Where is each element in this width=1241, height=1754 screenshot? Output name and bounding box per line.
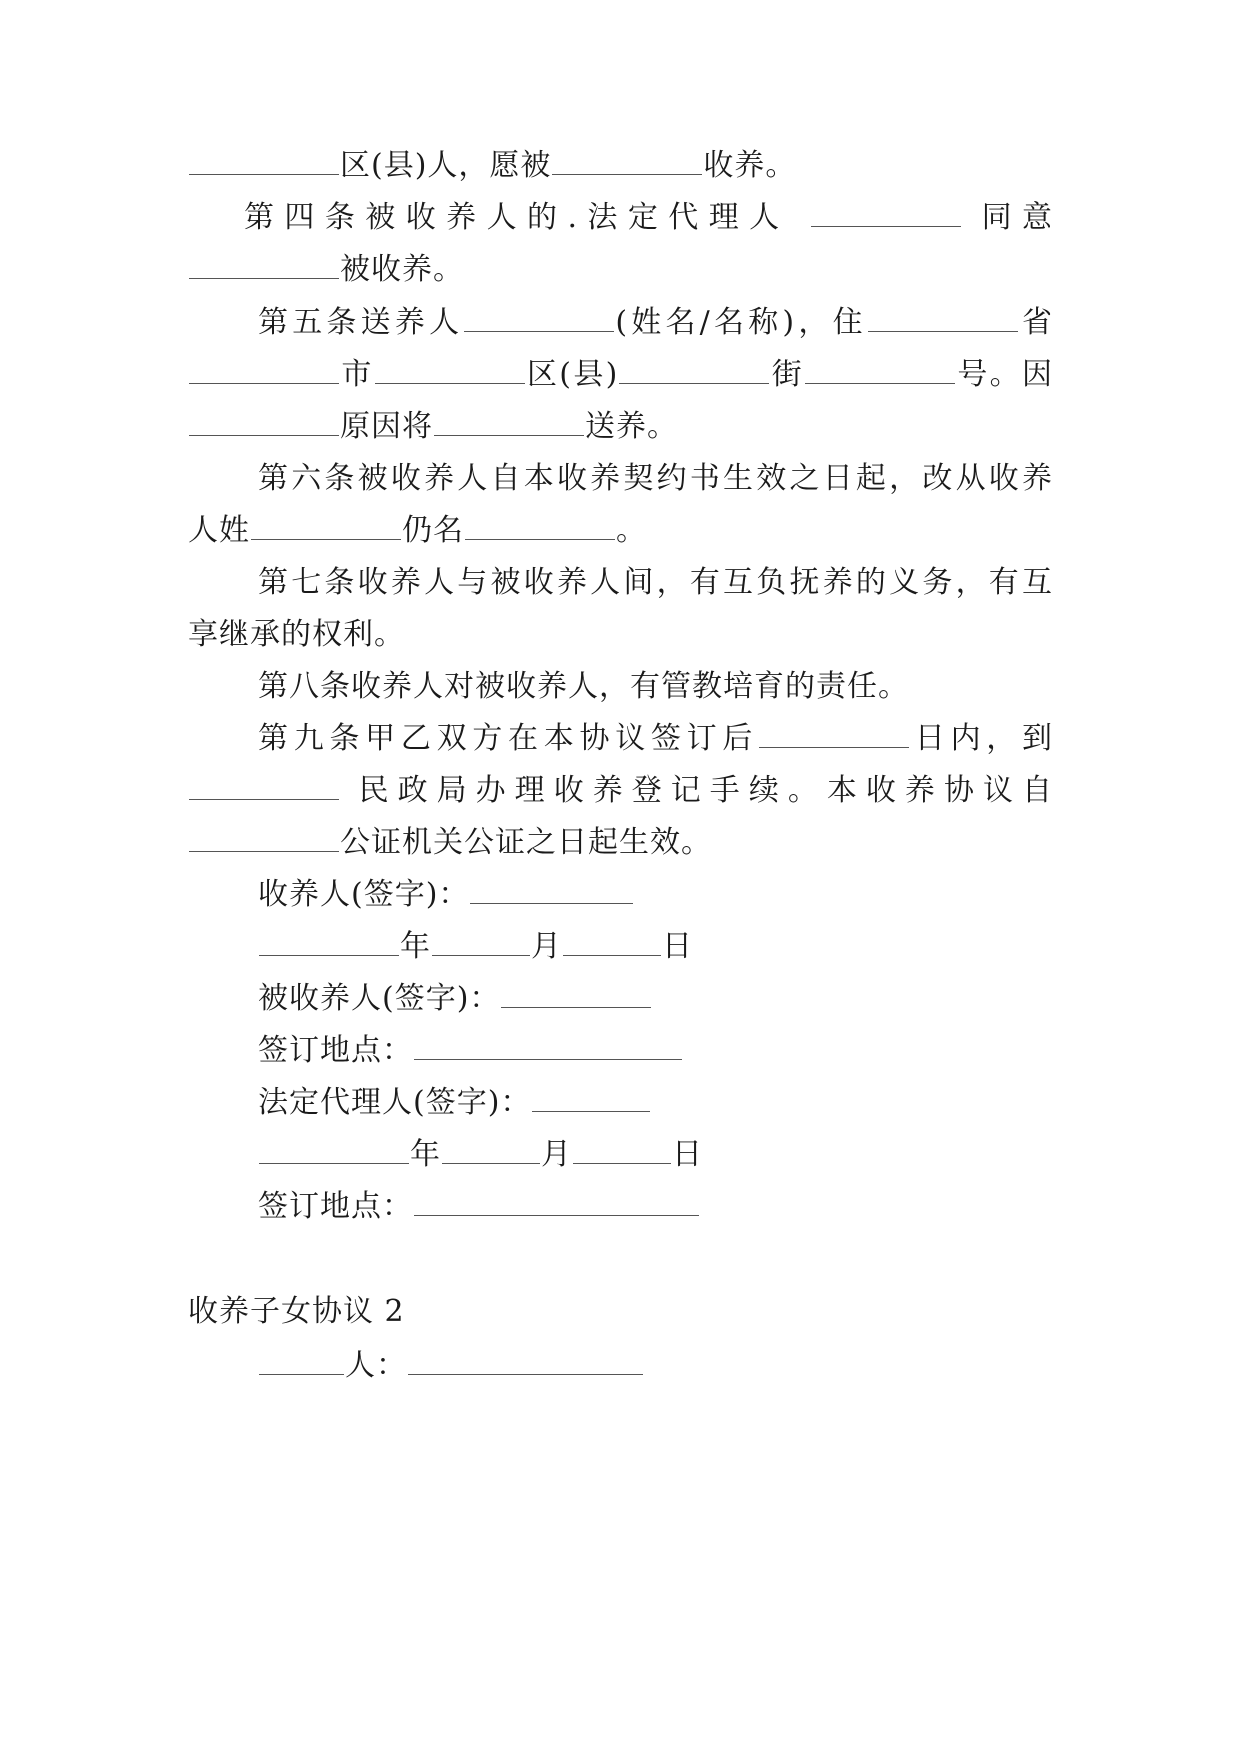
fill-blank <box>434 407 584 436</box>
line-text: 签订地点： <box>258 1189 413 1224</box>
text-line <box>188 250 1053 290</box>
text-line <box>258 303 1053 343</box>
line-text: 年 <box>410 1137 441 1172</box>
fill-blank <box>464 303 614 332</box>
line-text: 人： <box>345 1348 407 1383</box>
line-text: 被收养。 <box>340 252 464 287</box>
line-text: 公证机关公证之日起生效。 <box>340 825 712 860</box>
fill-blank <box>619 355 769 384</box>
text-line <box>188 407 1053 447</box>
text-line <box>258 563 1053 603</box>
line-text: 收养人(签字)： <box>258 877 470 912</box>
line-text: 送养。 <box>585 409 678 444</box>
fill-blank <box>563 927 661 956</box>
fill-blank <box>251 511 401 540</box>
text-line <box>188 771 1053 811</box>
fill-blank <box>470 875 633 904</box>
fill-blank <box>805 355 955 384</box>
line-text: 区(县) <box>525 357 619 392</box>
place-line <box>258 1187 1053 1227</box>
line-text: 同意 <box>981 200 1054 235</box>
text-line <box>244 198 1053 238</box>
line-text: 民政局办理收养登记手续。本收养协议自 <box>358 773 1053 808</box>
text-line <box>188 146 1053 186</box>
fill-blank <box>442 1135 540 1164</box>
line-text: (姓名/名称)，住 <box>615 305 867 340</box>
text-line <box>188 615 1053 655</box>
fill-blank <box>432 927 530 956</box>
line-text: 号。因 <box>956 357 1054 392</box>
line-text: 法定代理人(签字)： <box>258 1085 532 1120</box>
line-text: 第九条甲乙双方在本协议签订后 <box>258 721 759 756</box>
fill-blank <box>573 1135 671 1164</box>
line-text: 日 <box>672 1137 703 1172</box>
fill-blank <box>759 719 909 748</box>
section-title: 收养子女协议 2 <box>188 1294 405 1329</box>
text-line <box>188 355 1053 395</box>
line-text: 省 <box>1018 305 1054 340</box>
text-line <box>258 719 1053 759</box>
line-text: 。 <box>616 513 647 548</box>
fill-blank <box>259 927 399 956</box>
fill-blank <box>189 823 339 852</box>
date-line <box>258 927 1053 967</box>
line-text: 第五条送养人 <box>258 305 464 340</box>
signature-line <box>258 875 1053 915</box>
line-text: 享继承的权利。 <box>188 617 405 652</box>
text-line <box>258 667 1053 707</box>
line-text: 月 <box>541 1137 572 1172</box>
fill-blank <box>868 303 1018 332</box>
line-text: 人姓 <box>188 513 250 548</box>
date-line <box>258 1135 1053 1175</box>
text-line <box>188 511 1053 551</box>
fill-blank <box>189 771 339 800</box>
line-text: 街 <box>770 357 805 392</box>
fill-blank <box>465 511 615 540</box>
line-text: 第七条收养人与被收养人间，有互负抚养的义务，有互 <box>258 565 1053 600</box>
text-line <box>258 459 1053 499</box>
party-line <box>258 1346 1053 1386</box>
line-text: 原因将 <box>340 409 433 444</box>
fill-blank <box>414 1031 682 1060</box>
fill-blank <box>532 1083 650 1112</box>
fill-blank <box>811 198 961 227</box>
fill-blank <box>259 1346 344 1375</box>
fill-blank <box>414 1187 699 1216</box>
line-text: 年 <box>400 929 431 964</box>
line-text: 第八条收养人对被收养人，有管教培育的责任。 <box>258 669 909 704</box>
fill-blank <box>375 355 525 384</box>
fill-blank <box>189 146 339 175</box>
line-text: 签订地点： <box>258 1033 413 1068</box>
fill-blank <box>408 1346 643 1375</box>
line-text: 第四条被收养人的.法定代理人 <box>244 200 790 235</box>
line-text: 日内，到 <box>910 721 1054 756</box>
line-text: 日 <box>662 929 693 964</box>
line-text: 区(县)人，愿被 <box>340 148 552 183</box>
fill-blank <box>189 407 339 436</box>
line-text: 月 <box>531 929 562 964</box>
line-text: 第六条被收养人自本收养契约书生效之日起，改从收养 <box>258 461 1053 496</box>
fill-blank <box>189 355 339 384</box>
signature-line <box>258 1083 1053 1123</box>
text-line <box>188 823 1053 863</box>
fill-blank <box>189 250 339 279</box>
line-text: 市 <box>340 357 374 392</box>
line-text: 收养。 <box>703 148 797 183</box>
line-text: 被收养人(签字)： <box>258 981 501 1016</box>
line-text: 仍名 <box>402 513 464 548</box>
place-line <box>258 1031 1053 1071</box>
fill-blank <box>552 146 702 175</box>
fill-blank <box>259 1135 409 1164</box>
fill-blank <box>501 979 651 1008</box>
signature-line <box>258 979 1053 1019</box>
